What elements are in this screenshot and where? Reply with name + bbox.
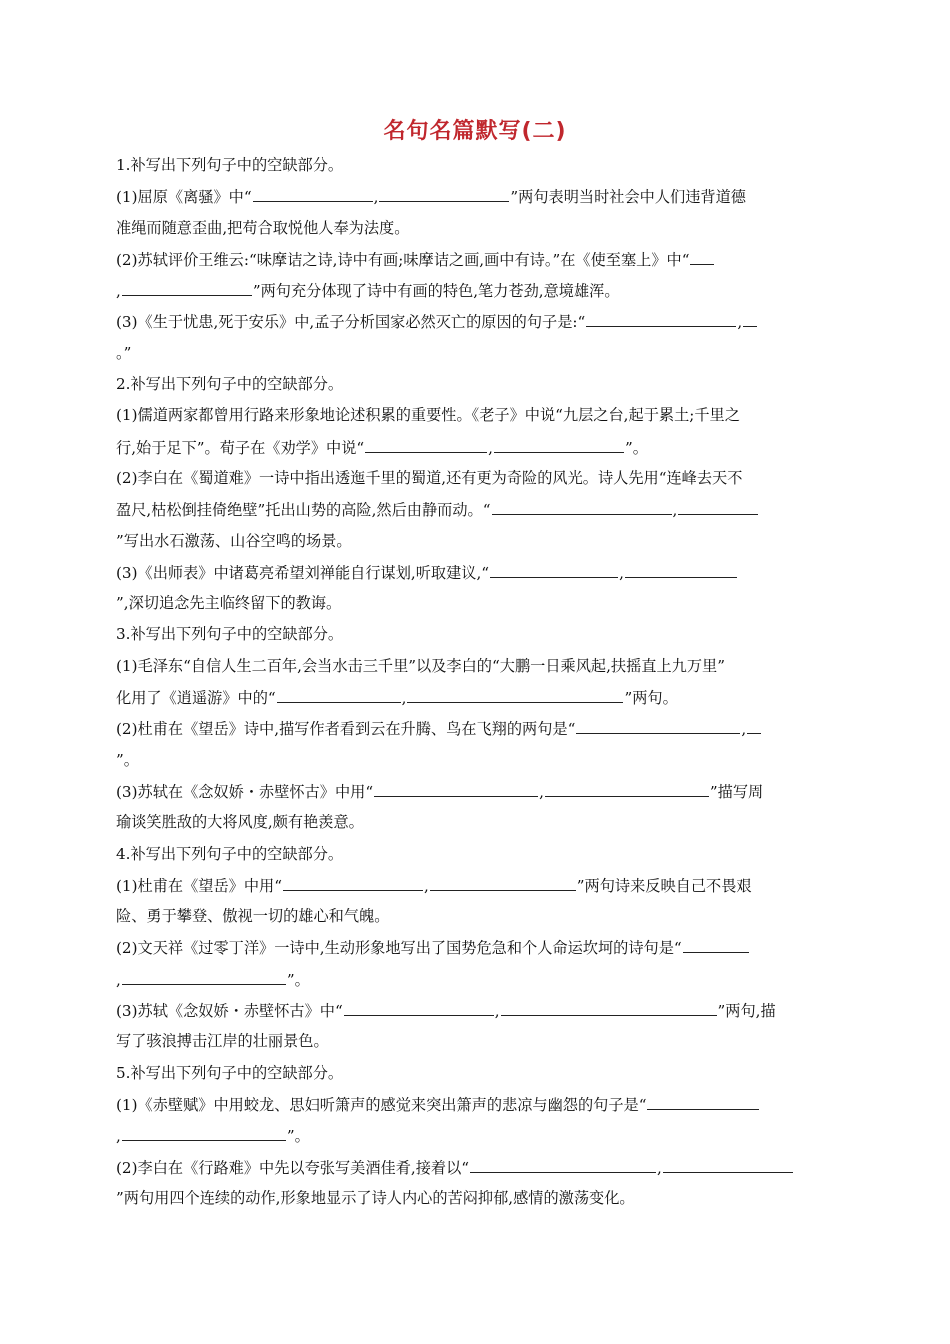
- question-line: [116, 745, 832, 776]
- line-text: ”,深切追念先主临终留下的教诲。: [116, 594, 342, 613]
- line-text: (3)苏轼在《念奴娇・赤壁怀古》中用“: [116, 782, 374, 801]
- answer-blank[interactable]: [747, 713, 761, 734]
- answer-blank[interactable]: [647, 1089, 759, 1110]
- question-line: [116, 463, 832, 494]
- answer-blank[interactable]: [501, 995, 717, 1016]
- line-text: 。”: [116, 343, 132, 362]
- line-text: ,: [116, 1127, 121, 1146]
- question-line: [116, 713, 832, 744]
- line-text: 险、勇于攀登、傲视一切的雄心和气魄。: [116, 907, 390, 926]
- answer-blank[interactable]: [344, 995, 494, 1016]
- line-text: 5.补写出下列句子中的空缺部分。: [116, 1063, 344, 1082]
- question-line: [116, 306, 832, 337]
- question-line: [116, 400, 832, 431]
- line-text: (1)儒道两家都曾用行路来形象地论述积累的重要性。《老子》中说“九层之台,起于累土;千里之: [116, 406, 740, 425]
- line-text: ”。: [116, 750, 139, 769]
- question-line: [116, 526, 832, 557]
- answer-blank[interactable]: [743, 306, 757, 327]
- line-text: 4.补写出下列句子中的空缺部分。: [116, 844, 344, 863]
- answer-blank[interactable]: [122, 1120, 286, 1141]
- question-line: [116, 244, 832, 275]
- line-text: 3.补写出下列句子中的空缺部分。: [116, 625, 344, 644]
- line-text: ,: [619, 563, 624, 582]
- question-line: [116, 588, 832, 619]
- answer-blank[interactable]: [277, 682, 401, 703]
- line-text: (2)苏轼评价王维云:“味摩诘之诗,诗中有画;味摩诘之画,画中有诗。”在《使至塞上》中“: [116, 250, 690, 269]
- line-text: (2)李白在《行路难》中先以夸张写美酒佳肴,接着以“: [116, 1158, 470, 1177]
- question-heading: [116, 839, 832, 870]
- line-text: ,: [494, 1002, 500, 1021]
- line-text: ,: [657, 1158, 662, 1177]
- line-text: ”两句充分体现了诗中有画的特色,笔力苍劲,意境雄浑。: [252, 282, 620, 301]
- line-text: (1)毛泽东“自信人生二百年,会当水击三千里”以及李白的“大鹏一日乘风起,扶摇直上九万里”: [116, 656, 725, 675]
- line-text: 化用了《逍遥游》中的“: [116, 689, 276, 708]
- question-line: [116, 275, 832, 306]
- answer-blank[interactable]: [122, 275, 252, 296]
- question-line: [116, 964, 832, 995]
- answer-blank[interactable]: [492, 494, 672, 515]
- line-text: (1)杜甫在《望岳》中用“: [116, 876, 282, 895]
- line-text: ,: [116, 282, 121, 301]
- line-text: ”写出水石激荡、山谷空鸣的场景。: [116, 531, 352, 550]
- line-text: ,: [741, 720, 747, 739]
- line-text: ”两句诗来反映自己不畏艰: [576, 876, 752, 895]
- line-text: (3)《出师表》中诸葛亮希望刘禅能自行谋划,听取建议,“: [116, 563, 490, 582]
- question-line: [116, 1026, 832, 1057]
- question-line: [116, 494, 832, 525]
- line-text: ”。: [286, 970, 310, 989]
- question-line: [116, 181, 832, 212]
- line-text: (3)苏轼《念奴娇・赤壁怀古》中“: [116, 1002, 343, 1021]
- question-line: [116, 338, 832, 369]
- question-line: [116, 1152, 832, 1183]
- question-heading: [116, 150, 832, 181]
- question-line: [116, 776, 832, 807]
- question-line: [116, 932, 832, 963]
- answer-blank[interactable]: [283, 870, 423, 891]
- line-text: 瑜谈笑胜敌的大将风度,颇有艳羡意。: [116, 813, 364, 832]
- question-line: [116, 1089, 832, 1120]
- answer-blank[interactable]: [253, 181, 373, 202]
- answer-blank[interactable]: [690, 244, 714, 265]
- question-line: [116, 1183, 832, 1214]
- question-line: [116, 432, 832, 463]
- line-text: ”。: [625, 438, 648, 457]
- question-line: [116, 1120, 832, 1151]
- question-list: [116, 150, 832, 1214]
- line-text: ,: [737, 313, 743, 332]
- line-text: ”两句,描: [717, 1002, 776, 1021]
- answer-blank[interactable]: [407, 682, 623, 703]
- line-text: ,: [488, 438, 493, 457]
- line-text: ”两句。: [624, 689, 678, 708]
- question-line: [116, 651, 832, 682]
- answer-blank[interactable]: [576, 713, 740, 734]
- question-heading: [116, 1058, 832, 1089]
- line-text: (1)屈原《离骚》中“: [116, 188, 252, 207]
- line-text: 1.补写出下列句子中的空缺部分。: [116, 156, 344, 174]
- answer-blank[interactable]: [494, 432, 624, 453]
- answer-blank[interactable]: [122, 964, 286, 985]
- answer-blank[interactable]: [490, 557, 618, 578]
- answer-blank[interactable]: [470, 1152, 656, 1173]
- question-line: [116, 870, 832, 901]
- line-text: ,: [373, 188, 379, 207]
- line-text: ,: [423, 876, 429, 895]
- line-text: (3)《生于忧患,死于安乐》中,孟子分析国家必然灭亡的原因的句子是:“: [116, 313, 586, 332]
- answer-blank[interactable]: [683, 932, 749, 953]
- line-text: (2)杜甫在《望岳》诗中,描写作者看到云在升腾、鸟在飞翔的两句是“: [116, 720, 576, 739]
- answer-blank[interactable]: [586, 306, 736, 327]
- line-text: ”两句用四个连续的动作,形象地显示了诗人内心的苦闷抑郁,感情的激荡变化。: [116, 1188, 635, 1207]
- line-text: 写了骇浪搏击江岸的壮丽景色。: [116, 1032, 329, 1051]
- answer-blank[interactable]: [365, 432, 487, 453]
- question-line: [116, 557, 832, 588]
- question-line: [116, 682, 832, 713]
- line-text: (2)文天祥《过零丁洋》一诗中,生动形象地写出了国势危急和个人命运坎坷的诗句是“: [116, 939, 682, 958]
- line-text: ,: [539, 782, 544, 801]
- page-title: 名句名篇默写(二): [383, 119, 567, 144]
- answer-blank[interactable]: [625, 557, 737, 578]
- line-text: (1)《赤壁赋》中用蛟龙、思妇听箫声的感觉来突出箫声的悲凉与幽怨的句子是“: [116, 1095, 647, 1114]
- question-line: [116, 213, 832, 244]
- question-line: [116, 901, 832, 932]
- line-text: ,: [401, 689, 407, 708]
- question-heading: [116, 619, 832, 650]
- line-text: ”两句表明当时社会中人们违背道德: [510, 188, 746, 207]
- question-heading: [116, 369, 832, 400]
- line-text: 盈尺,枯松倒挂倚绝壁”托出山势的高险,然后由静而动。“: [116, 501, 491, 520]
- answer-blank[interactable]: [678, 494, 758, 515]
- answer-blank[interactable]: [374, 776, 538, 797]
- answer-blank[interactable]: [545, 776, 709, 797]
- line-text: 行,始于足下”。荀子在《劝学》中说“: [116, 438, 365, 457]
- line-text: ,: [116, 970, 121, 989]
- answer-blank[interactable]: [663, 1152, 793, 1173]
- answer-blank[interactable]: [379, 181, 509, 202]
- question-line: [116, 995, 832, 1026]
- line-text: ,: [672, 501, 678, 520]
- question-line: [116, 807, 832, 838]
- line-text: 2.补写出下列句子中的空缺部分。: [116, 375, 344, 394]
- line-text: (2)李白在《蜀道难》一诗中指出透迤千里的蜀道,还有更为奇险的风光。诗人先用“连峰去天不: [116, 468, 743, 487]
- line-text: 准绳而随意歪曲,把苟合取悦他人奉为法度。: [116, 218, 410, 237]
- line-text: ”描写周: [709, 782, 764, 801]
- line-text: ”。: [286, 1127, 310, 1146]
- answer-blank[interactable]: [430, 870, 576, 891]
